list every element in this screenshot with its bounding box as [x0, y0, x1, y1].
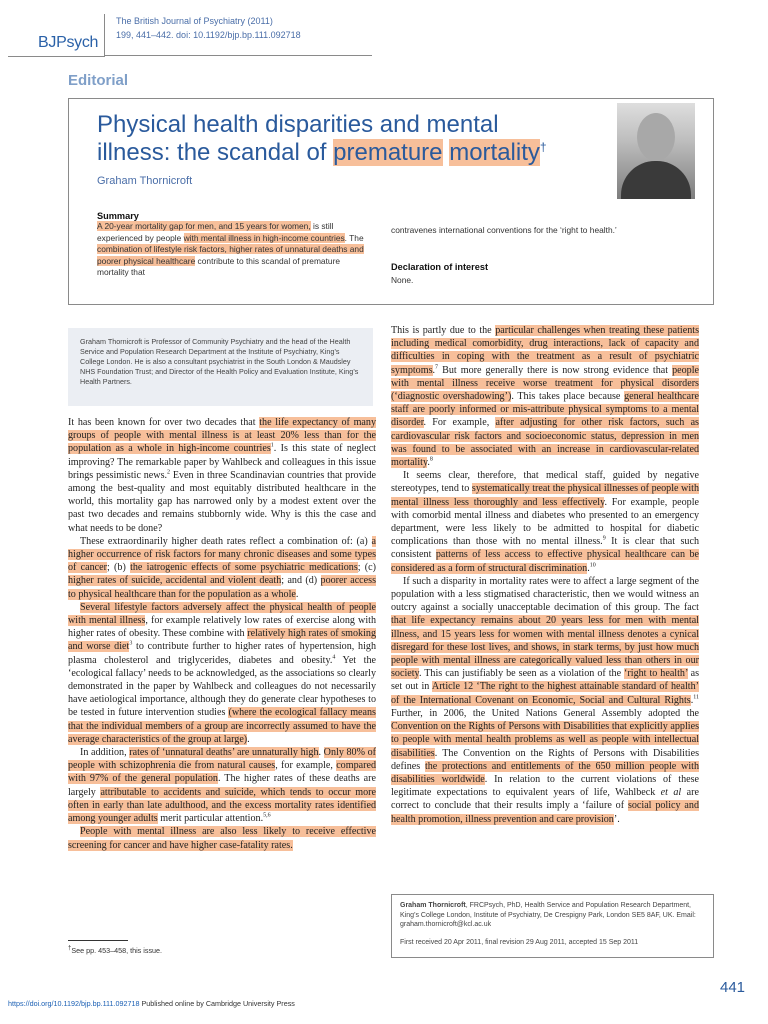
highlight-cardiovascular: after adjusting for other risk factors, such as cardiovascular risk factors and socioeconomic status, depression in men was found to be associated with an increase in cardiovascular-related mortality: [391, 417, 699, 469]
page-number: 441: [720, 979, 746, 996]
text-span: .: [295, 588, 299, 600]
reference-mark: 10: [589, 562, 596, 569]
highlight-650-million: the protections and entitlements of the 650 million people with disabilities worldwide: [391, 760, 699, 785]
title-box: [68, 98, 714, 305]
section-label: Editorial: [68, 72, 129, 89]
header-divider: [104, 55, 372, 56]
received-dates: First received 20 Apr 2011, final revision 29 Aug 2011, accepted 15 Sep 2011: [400, 939, 639, 946]
text-span: .: [432, 364, 436, 376]
journal-logo-text: BJPsych: [38, 34, 99, 51]
text-span: It seems clear, therefore, that medical staff, guided by negative stereotypes, tend to: [391, 470, 699, 495]
author-affiliation: [400, 901, 700, 930]
highlight-ecological-fallacy: (where the ecological fallacy means that the individual members of a group are incorrectly assumed to have the average characteristics of the group at large): [68, 707, 376, 745]
text-span: This is partly due to the: [391, 325, 496, 336]
text-span: ; and (d): [281, 575, 321, 587]
text-span: These extraordinarily higher death rates reflect a combination of: (a): [80, 535, 372, 547]
text-span: .: [318, 747, 324, 759]
summary-text-span: is still experienced by people: [97, 221, 334, 243]
article-title: [97, 111, 547, 167]
summary-text: [97, 221, 367, 279]
highlight-right-to-health: ‘right to health’: [624, 668, 688, 680]
text-span: , for example,: [275, 760, 337, 772]
text-span: ; (b): [107, 562, 131, 574]
highlight-article-12: Article 12 ‘The right to the highest attainable standard of health’ of the International Covenant on Economic, Social and Cultural Rights: [391, 681, 699, 706]
highlight-screening: People with mental illness are also less likely to receive effective screening for cancer and have higher case-fatality rates.: [68, 826, 376, 851]
highlight-staff-misinformed: general healthcare staff are poorly informed or mis-attribute physical symptoms to a mental disorder: [391, 391, 699, 429]
paragraph: [391, 324, 699, 469]
text-span: . The higher rates of these deaths are largely: [68, 773, 376, 798]
text-span: . This takes place because: [511, 391, 625, 403]
text-span: as set out in: [391, 668, 699, 693]
reference-mark: 2: [167, 469, 171, 476]
highlight-poorer-access: poorer access to physical healthcare than for the population as a whole: [68, 575, 376, 600]
author-photo: [617, 103, 695, 199]
text-span: Even in three Scandinavian countries that provide among the best-quality and most equitably distributed healthcare in the world, this mortality gap has narrowed only by a modest extent over the past two decades and remains stubbornly wide. Why is this the case and what needs to be done?: [68, 469, 376, 534]
author-affiliation-name: Graham Thornicroft: [400, 902, 466, 909]
reference-mark: 4: [332, 654, 336, 661]
author-bio-box: [68, 328, 373, 406]
highlight-risk-factors: a higher occurrence of risk factors for many chronic diseases and some types of cancer: [68, 535, 376, 574]
text-span: . For example,: [423, 417, 496, 429]
title-highlight-mortality: mortality: [449, 139, 540, 166]
text-span: Further, in 2006, the United Nations General Assembly adopted the: [391, 707, 699, 719]
reference-mark: 7: [435, 364, 439, 371]
header-citation: [116, 14, 301, 42]
journal-logo: [8, 14, 105, 57]
summary-text-span: contribute to this scandal of premature mortality that: [97, 255, 341, 278]
reference-mark: 1: [270, 443, 274, 450]
summary-text-span: . The: [344, 232, 364, 243]
text-span: But more generally there is now strong evidence that: [438, 364, 673, 376]
text-span: . Is this state of neglect improving? The remarkable paper by Wahlbeck and colleagues in this issue brings pessimistic news.: [68, 443, 376, 481]
author-name: Graham Thornicroft: [97, 175, 193, 187]
declaration-text: None.: [391, 275, 414, 285]
author-bio: Graham Thornicroft is Professor of Community Psychiatry and the head of the Health Service and Population Research Department at the Institute of Psychiatry, King’s College London. He is also a consultant psychiatrist in the South London & Maudsley NHS Foundation Trust; and Director of the Health Policy and Evaluation Institute, King’s Health Partners.: [80, 337, 359, 386]
declaration-heading: Declaration of interest: [391, 262, 489, 272]
highlight-structural-discrimination: patterns of less access to effective physical healthcare can be considered as a form of structural discrimination: [391, 549, 699, 574]
reference-mark: 11: [693, 694, 699, 701]
paragraph: [68, 601, 376, 746]
title-line2: illness: the scandal of: [97, 139, 334, 166]
paragraph: [68, 416, 376, 535]
text-span: .: [427, 457, 430, 469]
footnote-divider: [68, 940, 128, 941]
published-note: Published online by Cambridge University Press: [139, 999, 295, 1008]
author-affiliation-details: , FRCPsych, PhD, Health Service and Population Research Department, King’s College London, Institute of Psychiatry, De Crespigny Park, London SE5 8AF, UK. Email: graham.thornicroft@kcl.ac.uk: [400, 902, 696, 929]
citation-volume-doi: 199, 441–442. doi: 10.1192/bjp.bp.111.092718: [116, 30, 301, 40]
footnote-dagger: †: [68, 945, 72, 952]
text-span: If such a disparity in mortality rates were to affect a large segment of the population with a less stigmatised characteristic, then we would witness an outcry against a socially unacceptable decimation of this group. The fact: [391, 575, 699, 614]
author-affiliation-box: [391, 894, 714, 958]
citation-journal: The British Journal of Psychiatry (2011): [116, 16, 273, 26]
footnote: [68, 946, 162, 955]
body-left-column: [68, 416, 376, 852]
reference-mark: 8: [429, 456, 433, 463]
title-line1: Physical health disparities and mental: [97, 111, 499, 138]
summary-hl-high-income: with mental illness in high-income countries: [183, 232, 345, 243]
text-span: . In relation to the current violations of these legitimate expectations to equivalent years of life, Wahlbeck: [391, 773, 700, 799]
paragraph: [68, 746, 376, 825]
paragraph: [68, 825, 376, 851]
summary-block: [97, 211, 367, 279]
text-span: It has been known for over two decades that: [68, 417, 260, 428]
paragraph: [391, 469, 699, 575]
text-span-italic: et al: [660, 787, 682, 799]
highlight-lifestyle: Several lifestyle factors adversely affect the physical health of people with mental illness: [68, 601, 376, 627]
text-span: In addition,: [80, 747, 130, 759]
text-span: ’.: [613, 813, 620, 825]
text-span: , for example relatively low rates of exercise along with higher rates of obesity. These combine with: [68, 615, 376, 640]
text-span: . The Convention on the Rights of Persons with Disabilities defines: [391, 747, 699, 772]
text-span: It is clear that such consistent: [391, 536, 700, 561]
highlight-social-policy: social policy and health promotion, illness prevention and care provision: [391, 800, 699, 825]
highlight-less-thoroughly: systematically treat the physical illnesses of people with mental illness less thoroughly and less effectively: [391, 483, 699, 508]
highlight-iatrogenic: the iatrogenic effects of some psychiatric medications: [130, 562, 358, 574]
paragraph: [391, 575, 699, 826]
text-span: ; (c): [357, 562, 377, 574]
text-span: .: [690, 694, 694, 706]
text-span: to contribute further to higher rates of hypertension, high plasma cholesterol and triglycerides, diabetes and obesity.: [68, 641, 376, 666]
highlight-97-percent: compared with 97% of the general population: [68, 760, 376, 785]
highlight-smoking: relatively high rates of smoking and worse diet: [68, 628, 376, 653]
highlight-accidents: attributable to accidents and suicide, which tends to occur more often in early than late adulthood, and the excess mortality rates identified among younger adults: [68, 786, 376, 825]
highlight-suicide: higher rates of suicide, accidental and violent death: [68, 575, 282, 587]
reference-mark: 9: [602, 535, 606, 542]
title-highlight-premature: premature: [333, 139, 443, 166]
summary-hl-mortality-gap: A 20-year mortality gap for men, and 15 years for women,: [97, 221, 311, 231]
highlight-treatment-challenges: particular challenges when treating these patients including medical comorbidity, drug interactions, lack of capacity and difficulties in coping with the treatment as a result of psychiatric symptoms: [391, 325, 700, 376]
text-span: are correct to conclude that their results imply a ‘failure of: [391, 787, 699, 812]
highlight-unnatural-deaths: rates of ‘unnatural deaths’ are unnaturally high: [129, 747, 319, 759]
reference-mark: 3: [129, 641, 133, 648]
reference-mark: 5,6: [263, 812, 271, 819]
text-span: . This can justifiably be seen as a violation of the: [418, 668, 625, 680]
body-right-column: [391, 324, 699, 826]
doi-footer: [8, 999, 295, 1008]
summary-continued: contravenes international conventions for the ‘right to health.’: [391, 225, 617, 235]
highlight-schizophrenia: Only 80% of people with schizophrenia die from natural causes: [68, 747, 377, 772]
text-span: .: [587, 562, 590, 574]
highlight-diagnostic-overshadowing: people with mental illness receive worse treatment for physical disorders (‘diagnostic overshadowing’): [391, 364, 699, 403]
highlight-life-expectancy: the life expectancy of many groups of people with mental illness is at least 20% less than for the population as a whole in high-income countries: [68, 417, 376, 455]
text-span: . For example, people with comorbid mental illness and diabetes who presented to an emergency department, were less likely to be admitted to hospital for diabetic complications than those with no mental illness.: [391, 496, 699, 548]
summary-hl-risk-factors: combination of lifestyle risk factors, higher rates of unnatural deaths and poorer physical healthcare: [97, 244, 364, 266]
text-span: .: [247, 733, 250, 745]
summary-heading: Summary: [97, 211, 139, 221]
title-dagger: †: [539, 140, 547, 154]
footnote-text: See pp. 453–458, this issue.: [71, 946, 163, 955]
text-span: Yet the ‘ecological fallacy’ needs to be acknowledged, as the associations so clearly demonstrated in the paper by Wahlbeck and colleagues do not necessarily have aetiological importance, although they do generate clear hypotheses to be tested in future intervention studies: [68, 654, 376, 719]
doi-link[interactable]: https://doi.org/10.1192/bjp.bp.111.092718: [8, 999, 140, 1008]
text-span: merit particular attention.: [157, 813, 264, 825]
highlight-un-convention: Convention on the Rights of Persons with Disabilities that explicitly applies to people with mental health problems as well as people with intellectual disabilities: [391, 721, 699, 759]
highlight-life-expectancy-gap: that life expectancy remains about 20 years less for men with mental illness, and 15 years less for women with mental illness denotes a cynical disregard for these lost lives, and shows, in stark terms, by just how much people with mental illness are categorically valued less than others in our society: [391, 615, 699, 680]
paragraph: [68, 535, 376, 601]
